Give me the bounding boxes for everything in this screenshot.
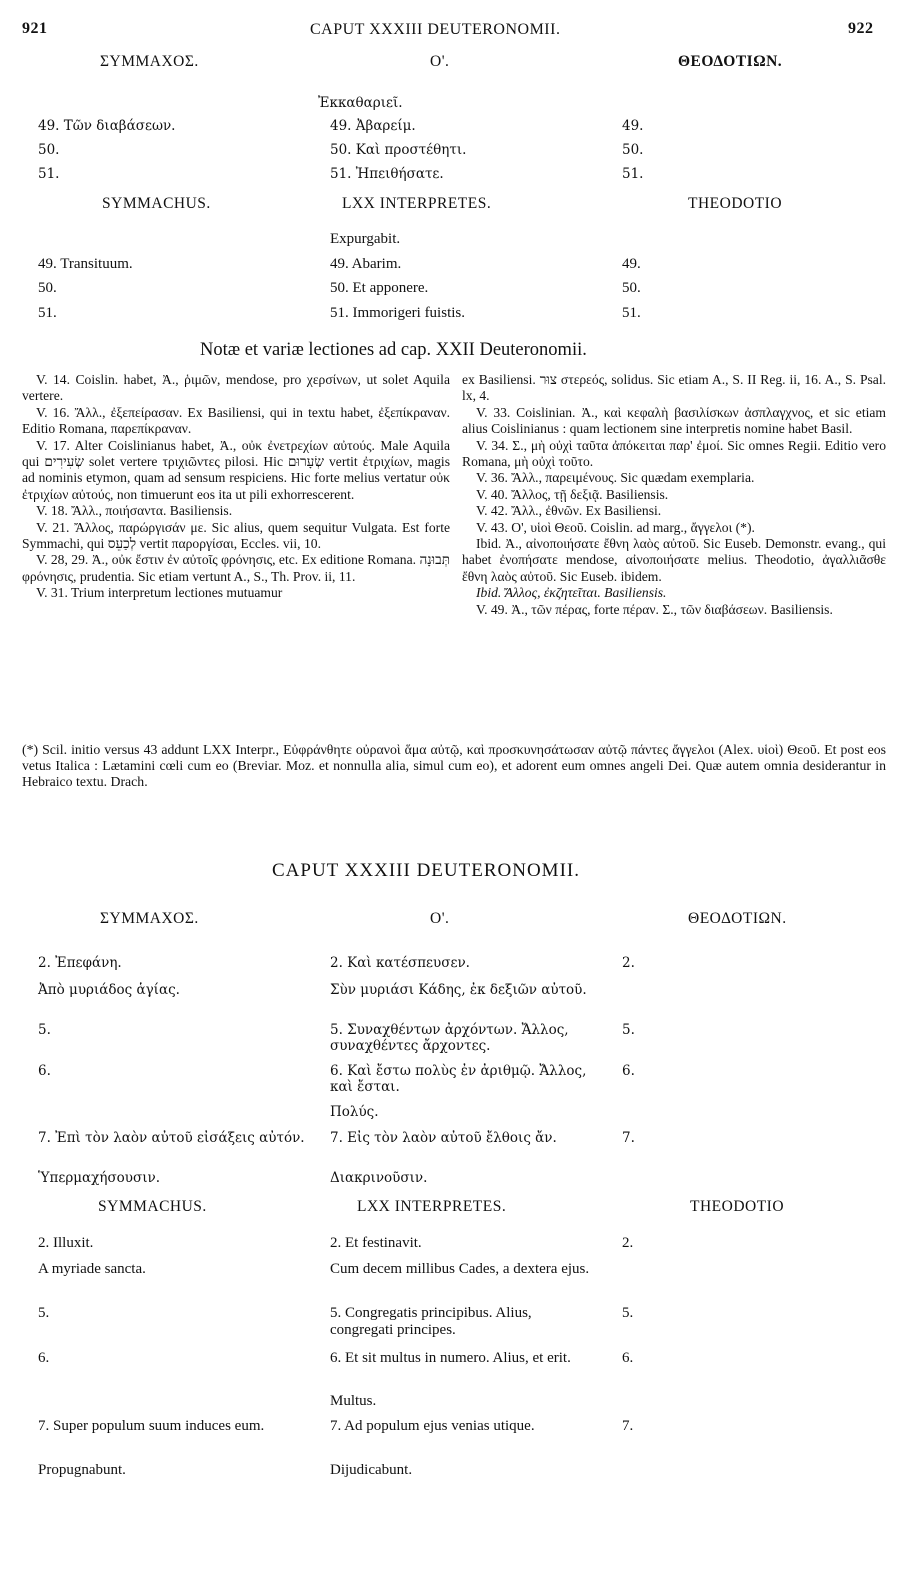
ch-latin-row-3-sym: 6. <box>38 1350 50 1366</box>
running-title: CAPUT XXXIII DEUTERONOMII. <box>310 21 561 38</box>
col-head-lxx-greek: Ο'. <box>430 53 450 70</box>
notes-right-column <box>462 372 886 618</box>
note-paragraph: V. 42. Ἄλλ., ἐθνῶν. Ex Basiliensi. <box>476 503 662 519</box>
note-paragraph: V. 21. Ἄλλος, παρώργισάν με. Sic alius, quem sequitur Vulgata. Est forte Symmachi, qui לְכַעֵס vertit παροργίσαι, Eccles. vii, 10. <box>22 519 450 552</box>
top-latin-row-2-sym: 50. <box>38 280 57 296</box>
ch-greek-row-1-sym: Ἀπὸ μυριάδος ἁγίας. <box>38 982 180 998</box>
page-number-right: 922 <box>848 20 874 37</box>
top-latin-row-3-theo: 51. <box>622 305 641 321</box>
note-paragraph: V. 16. Ἄλλ., ἐξεπείρασαν. Ex Basiliensi, qui in textu habet, ἐξεπίκραναν. Editio Romana, παρεπίκραναν. <box>22 404 450 437</box>
col-head-lxx-latin: LXX INTERPRETES. <box>342 195 492 212</box>
top-greek-row-3-sym: 51. <box>38 166 60 182</box>
top-latin-row-1-lxx: 49. Abarim. <box>330 256 402 272</box>
note-paragraph: Ibid. Ἀ., αἰνοποιήσατε ἔθνη λαὸς αὐτοῦ. Sic Euseb. Demonstr. evang., qui habet ἐνοπήσατε mendose, αἰνοποιήσατε melius. Theodotio, ἀγαλλιᾶσθε ἔθνη λαὸς αὐτοῦ. Sic Euseb. ibidem. <box>462 536 886 584</box>
top-greek-row-1-theo: 49. <box>622 118 644 134</box>
ch-greek-row-2-lxx: 5. Συναχθέντων ἀρχόντων. Ἄλλος, συναχθέντες ἄρχοντες. <box>330 1022 569 1054</box>
ch-latin-row-1-sym: A myriade sancta. <box>38 1261 146 1277</box>
notes-title: Notæ et variæ lectiones ad cap. XXII Deuteronomii. <box>200 340 587 360</box>
ch-latin-row-0-lxx: 2. Et festinavit. <box>330 1235 422 1251</box>
ch-latin-row-5-sym: 7. Super populum suum induces eum. <box>38 1418 265 1434</box>
note-paragraph: V. 17. Alter Coislinianus habet, Ἀ., οὐκ ἐνετρεχίων αὐτούς. Male Aquila qui שְׂעִירִים solet vertere τριχιῶντες pilosi. Hic שְׂעָרוּם vertit ἐτριχίων, magis ad nominis etymon, quam ad sensum respiciens. Hic forte melius vertatur οὐκ ἐτριχίων αὐτούς, non timuerunt eos ita ut pili exhorrescerent. <box>22 437 450 502</box>
notes-left-column <box>22 372 450 602</box>
ch-col-head-symmachus-greek: ΣΥΜΜΑΧΟΣ. <box>100 910 199 927</box>
ch-latin-row-6-sym: Propugnabunt. <box>38 1462 126 1478</box>
ch-latin-row-5-lxx: 7. Ad populum ejus venias utique. <box>330 1418 535 1434</box>
ch-col-head-theodotio-latin: THEODOTIO <box>690 1198 785 1215</box>
note-paragraph: ex Basiliensi. צוּר στερεός, solidus. Sic etiam A., S. II Reg. ii, 16. A., S. Psal. lx, 4. <box>462 372 887 404</box>
page-number-left: 921 <box>22 20 48 37</box>
top-latin-row-1-sym: 49. Transituum. <box>38 256 133 272</box>
ch-col-head-theodotion-greek: ΘΕΟΔΟΤΙΩΝ. <box>688 910 787 927</box>
ch-latin-row-5-theo: 7. <box>622 1418 634 1434</box>
top-latin-row-3-sym: 51. <box>38 305 57 321</box>
ch-latin-row-0-sym: 2. Illuxit. <box>38 1235 94 1251</box>
note-paragraph: Ibid. Ἄλλος, ἐκζητεῖται. Basiliensis. <box>476 585 667 601</box>
ch-latin-row-6-lxx: Dijudicabunt. <box>330 1462 413 1478</box>
ch-greek-row-1-lxx: Σὺν μυριάσι Κάδης, ἐκ δεξιῶν αὐτοῦ. <box>330 982 587 998</box>
ch-latin-row-3-theo: 6. <box>622 1350 634 1366</box>
ch-latin-row-3-lxx: 6. Et sit multus in numero. Alius, et erit. <box>330 1350 571 1366</box>
ch-greek-row-0-lxx: 2. Καὶ κατέσπευσεν. <box>330 955 470 971</box>
top-greek-row-0-lxx: Ἐκκαθαριεῖ. <box>318 95 403 111</box>
ch-greek-row-6-lxx: Διακρινοῦσιν. <box>330 1170 428 1186</box>
ch-latin-row-2-lxx: 5. Congregatis principibus. Alius, congregati principes. <box>330 1305 532 1338</box>
top-greek-row-3-lxx: 51. Ἠπειθήσατε. <box>330 166 444 182</box>
footnote: (*) Scil. initio versus 43 addunt LXX Interpr., Εὐφράνθητε οὐρανοὶ ἅμα αὐτῷ, καὶ προσκυνησάτωσαν αὐτῷ πάντες ἄγγελοι (Alex. υἱοὶ) Θεοῦ. Et post eos vetus Italica : Lætamini cœli cum eo (Breviar. Moz. et nonnulla alia, simul cum eo), et adorent eum omnes angeli Dei. Quæ autem omnia desiderantur in Hebraico textu. Drach. <box>22 742 886 790</box>
ch-greek-row-3-lxx: 6. Καὶ ἔστω πολὺς ἐν ἀριθμῷ. Ἄλλος, καὶ ἔσται. <box>330 1063 587 1095</box>
note-paragraph: V. 36. Ἄλλ., παρειμένους. Sic quædam exemplaria. <box>476 470 755 486</box>
ch-greek-row-3-sym: 6. <box>38 1063 51 1079</box>
col-head-theodotion-greek: ΘΕΟΔΟΤΙΩΝ. <box>678 53 783 70</box>
ch-latin-row-1-lxx: Cum decem millibus Cades, a dextera ejus. <box>330 1261 590 1277</box>
col-head-symmachus-greek: ΣΥΜΜΑΧΟΣ. <box>100 53 199 70</box>
top-greek-row-2-sym: 50. <box>38 142 60 158</box>
col-head-symmachus-latin: SYMMACHUS. <box>102 195 211 212</box>
ch-greek-row-0-theo: 2. <box>622 955 635 971</box>
col-head-theodotio-latin: THEODOTIO <box>688 195 783 212</box>
top-latin-row-0-lxx: Expurgabit. <box>330 231 401 247</box>
note-paragraph: V. 14. Coislin. habet, Ἀ., ῥιμῶν, mendose, pro χερσίνων, ut solet Aquila vertere. <box>22 372 450 404</box>
ch-greek-row-6-sym: Ὑπερμαχήσουσιν. <box>38 1170 161 1186</box>
ch-greek-row-5-sym: 7. Ἐπὶ τὸν λαὸν αὐτοῦ εἰσάξεις αὐτόν. <box>38 1130 305 1146</box>
top-greek-row-1-lxx: 49. Ἀβαρείμ. <box>330 118 416 134</box>
ch-greek-row-3-theo: 6. <box>622 1063 635 1079</box>
ch-greek-row-2-sym: 5. <box>38 1022 51 1038</box>
note-paragraph: V. 33. Coislinian. Ἀ., καὶ κεφαλὴ βασιλίσκων ἀσπλαγχνος, et sic etiam alius Coislinianus : quam lectionem sine interpretis nomine habet Basil. <box>462 404 886 437</box>
top-greek-row-2-theo: 50. <box>622 142 644 158</box>
ch-greek-row-0-sym: 2. Ἐπεφάνη. <box>38 955 122 971</box>
note-paragraph: V. 43. O', υἱοὶ Θεοῦ. Coislin. ad marg., ἄγγελοι (*). <box>476 519 755 535</box>
ch-col-head-symmachus-latin: SYMMACHUS. <box>98 1198 207 1215</box>
chapter-title: CAPUT XXXIII DEUTERONOMII. <box>272 860 580 881</box>
note-paragraph: V. 18. Ἄλλ., ποιήσαντα. Basiliensis. <box>36 503 233 519</box>
ch-col-head-lxx-latin: LXX INTERPRETES. <box>357 1198 507 1215</box>
top-latin-row-2-theo: 50. <box>622 280 641 296</box>
note-paragraph: V. 28, 29. Ἀ., οὐκ ἔστιν ἐν αὐτοῖς φρόνησις, etc. Ex editione Romana. תְּבוּנָה φρόνησις, prudentia. Sic etiam vertunt A., S., Th. Prov. ii, 11. <box>22 552 450 584</box>
top-greek-row-1-sym: 49. Τῶν διαβάσεων. <box>38 118 176 134</box>
ch-greek-row-5-theo: 7. <box>622 1130 635 1146</box>
note-paragraph: V. 31. Trium interpretum lectiones mutuamur <box>36 585 283 601</box>
note-paragraph: V. 34. Σ., μὴ οὐχὶ ταῦτα ἀπόκειται παρ' ἐμοί. Sic omnes Regii. Editio vero Romana, μὴ οὐχὶ τοῦτο. <box>462 437 886 470</box>
ch-greek-row-5-lxx: 7. Εἰς τὸν λαὸν αὐτοῦ ἔλθοις ἄν. <box>330 1130 557 1146</box>
top-greek-row-2-lxx: 50. Καὶ προστέθητι. <box>330 142 467 158</box>
ch-latin-row-2-theo: 5. <box>622 1305 634 1321</box>
note-paragraph: V. 49. Ἀ., τῶν πέρας, forte πέραν. Σ., τῶν διαβάσεων. Basiliensis. <box>476 601 833 617</box>
ch-greek-row-4-lxx: Πολύς. <box>330 1104 379 1120</box>
top-latin-row-3-lxx: 51. Immorigeri fuistis. <box>330 305 465 321</box>
top-latin-row-1-theo: 49. <box>622 256 641 272</box>
ch-col-head-lxx-greek: Ο'. <box>430 910 450 927</box>
top-latin-row-2-lxx: 50. Et apponere. <box>330 280 429 296</box>
note-paragraph: V. 40. Ἄλλος, τῇ δεξιᾷ. Basiliensis. <box>476 486 669 502</box>
ch-latin-row-0-theo: 2. <box>622 1235 634 1251</box>
top-greek-row-3-theo: 51. <box>622 166 644 182</box>
ch-latin-row-4-lxx: Multus. <box>330 1393 377 1409</box>
ch-latin-row-2-sym: 5. <box>38 1305 50 1321</box>
ch-greek-row-2-theo: 5. <box>622 1022 635 1038</box>
